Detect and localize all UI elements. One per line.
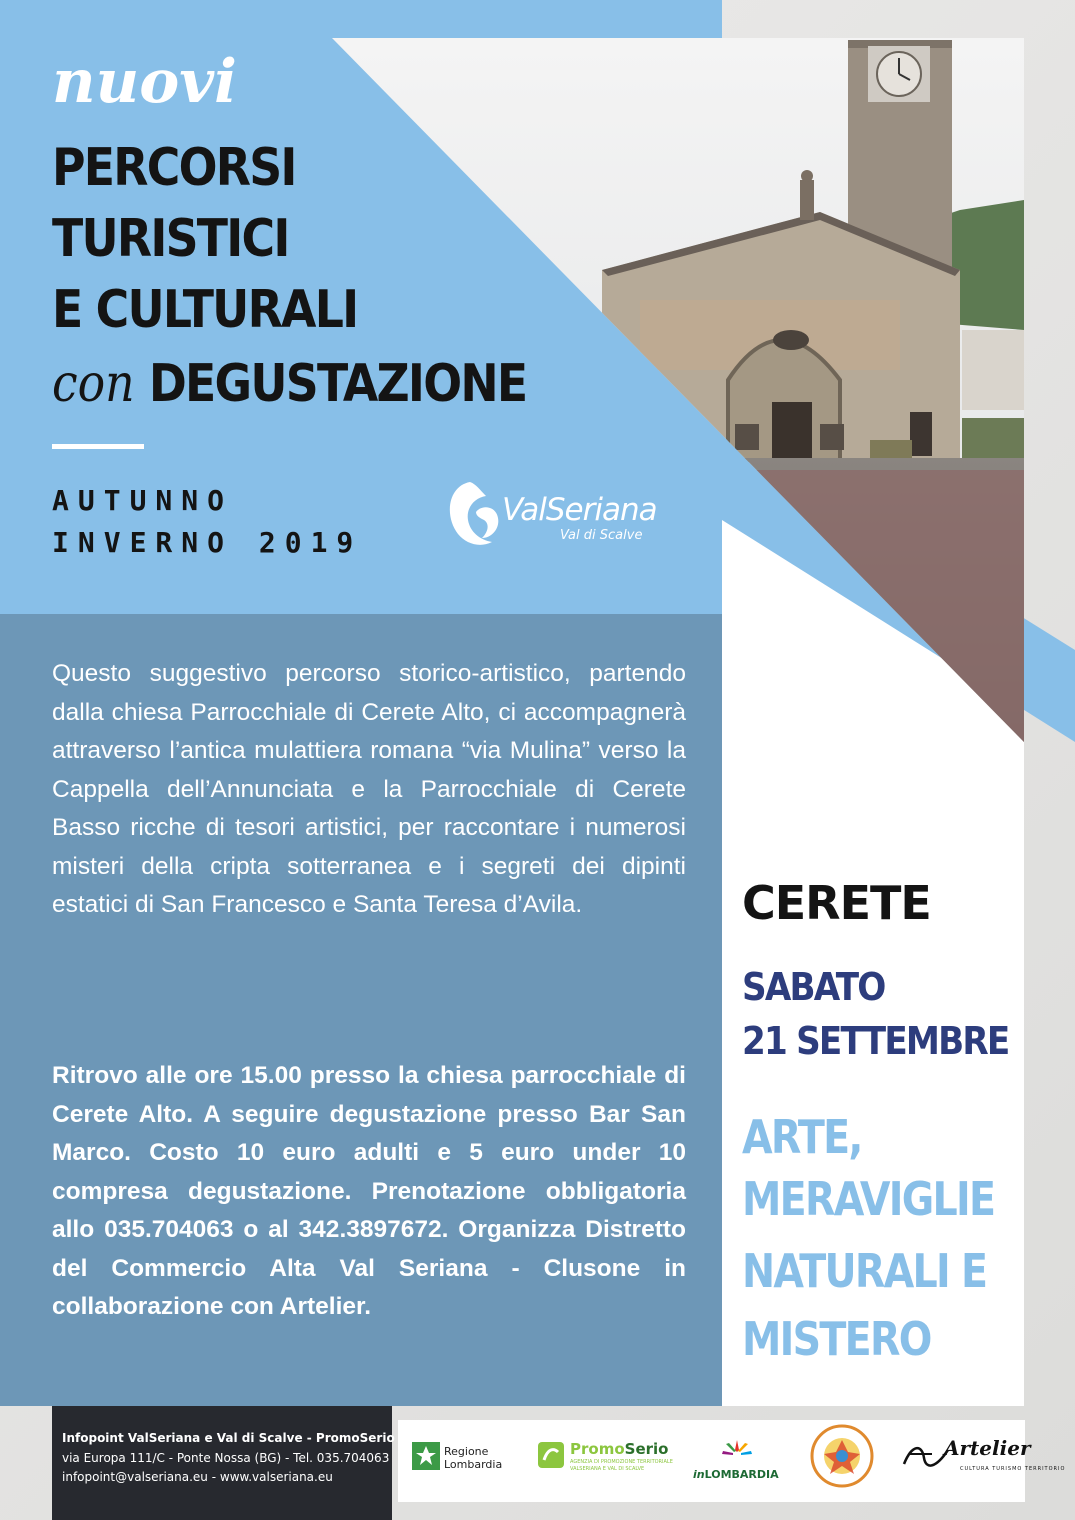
regione-label-1: Regione	[444, 1445, 489, 1458]
event-info-text: Ritrovo alle ore 15.00 presso la chiesa parrocchiale di Cerete Alto. A seguire degustazione presso Bar San Marco. Costo 10 euro adulti e 5 euro under 10 compresa degustazione. Prenotazione obbligatoria allo 035.704063 o al 342.3897672. Organizza Distretto del Commercio Alta Val Seriana - Clusone in collaborazione con Artelier.	[52, 1062, 686, 1320]
title-line-4	[52, 354, 527, 414]
inlombardia-icon	[720, 1438, 754, 1464]
promoserio-name	[570, 1440, 668, 1458]
regione-lombardia-icon	[412, 1442, 440, 1470]
title-divider	[52, 444, 144, 449]
brand-subtitle: Val di Scalve	[560, 528, 643, 543]
title-line-1: PERCORSI	[52, 138, 296, 198]
bushes	[962, 418, 1024, 462]
event-theme-line-4: MISTERO	[742, 1312, 931, 1366]
season-line-1: AUTUNNO	[52, 484, 234, 517]
house	[962, 330, 1024, 410]
footer-title: Infopoint ValSeriana e Val di Scalve - PromoSerio	[62, 1431, 395, 1445]
event-place: CERETE	[742, 876, 931, 930]
promoserio-icon	[536, 1440, 566, 1470]
distretto-seal-icon	[810, 1424, 874, 1488]
event-theme-line-3: NATURALI E	[742, 1244, 987, 1298]
title-con: con	[52, 354, 135, 414]
title-degustazione: DEGUSTAZIONE	[148, 354, 527, 414]
footer-address: via Europa 111/C - Ponte Nossa (BG) - Tel. 035.704063	[62, 1451, 390, 1465]
promoserio-tag-2: VALSERIANA E VAL DI SCALVE	[570, 1466, 645, 1472]
artelier-name: Artelier	[944, 1436, 1031, 1460]
season-line-2: INVERNO 2019	[52, 526, 363, 559]
regione-label-2: Lombardia	[444, 1458, 503, 1471]
inlombardia-name	[693, 1468, 779, 1481]
planter	[870, 440, 912, 460]
event-theme-line-2: MERAVIGLIE	[742, 1172, 995, 1226]
promoserio-name-b: Serio	[624, 1440, 669, 1458]
footer-contacts: infopoint@valseriana.eu - www.valseriana.eu	[62, 1470, 333, 1484]
event-theme-line-1: ARTE,	[742, 1110, 862, 1164]
inlombardia-name-b: LOMBARDIA	[704, 1468, 779, 1481]
promoserio-tag-1: AGENZIA DI PROMOZIONE TERRITORIALE	[570, 1459, 673, 1465]
description-text: Questo suggestivo percorso storico-artistico, partendo dalla chiesa Parrocchiale di Cerete Alto, ci accompagnerà attraverso l’antica mulattiera romana “via Mulina” verso la Cappella dell’Annunciata e la Parrocchiale di Cerete Basso ricche di tesori artistici, per raccontare i numerosi misteri della cripta sotterranea e i segreti dei dipinti estatici di San Francesco e Santa Teresa d’Avila.	[52, 660, 686, 918]
inlombardia-name-a: in	[693, 1468, 705, 1481]
artelier-tag: CULTURA TURISMO TERRITORIO	[960, 1466, 1066, 1472]
title-lead: nuovi	[52, 47, 237, 117]
title-line-3: E CULTURALI	[52, 280, 358, 340]
event-day: SABATO	[742, 965, 885, 1009]
title-line-2: TURISTICI	[52, 209, 289, 269]
brand-name: ValSeriana	[502, 492, 657, 528]
promoserio-name-a: Promo	[570, 1440, 625, 1458]
event-date: 21 SETTEMBRE	[742, 1019, 1009, 1063]
